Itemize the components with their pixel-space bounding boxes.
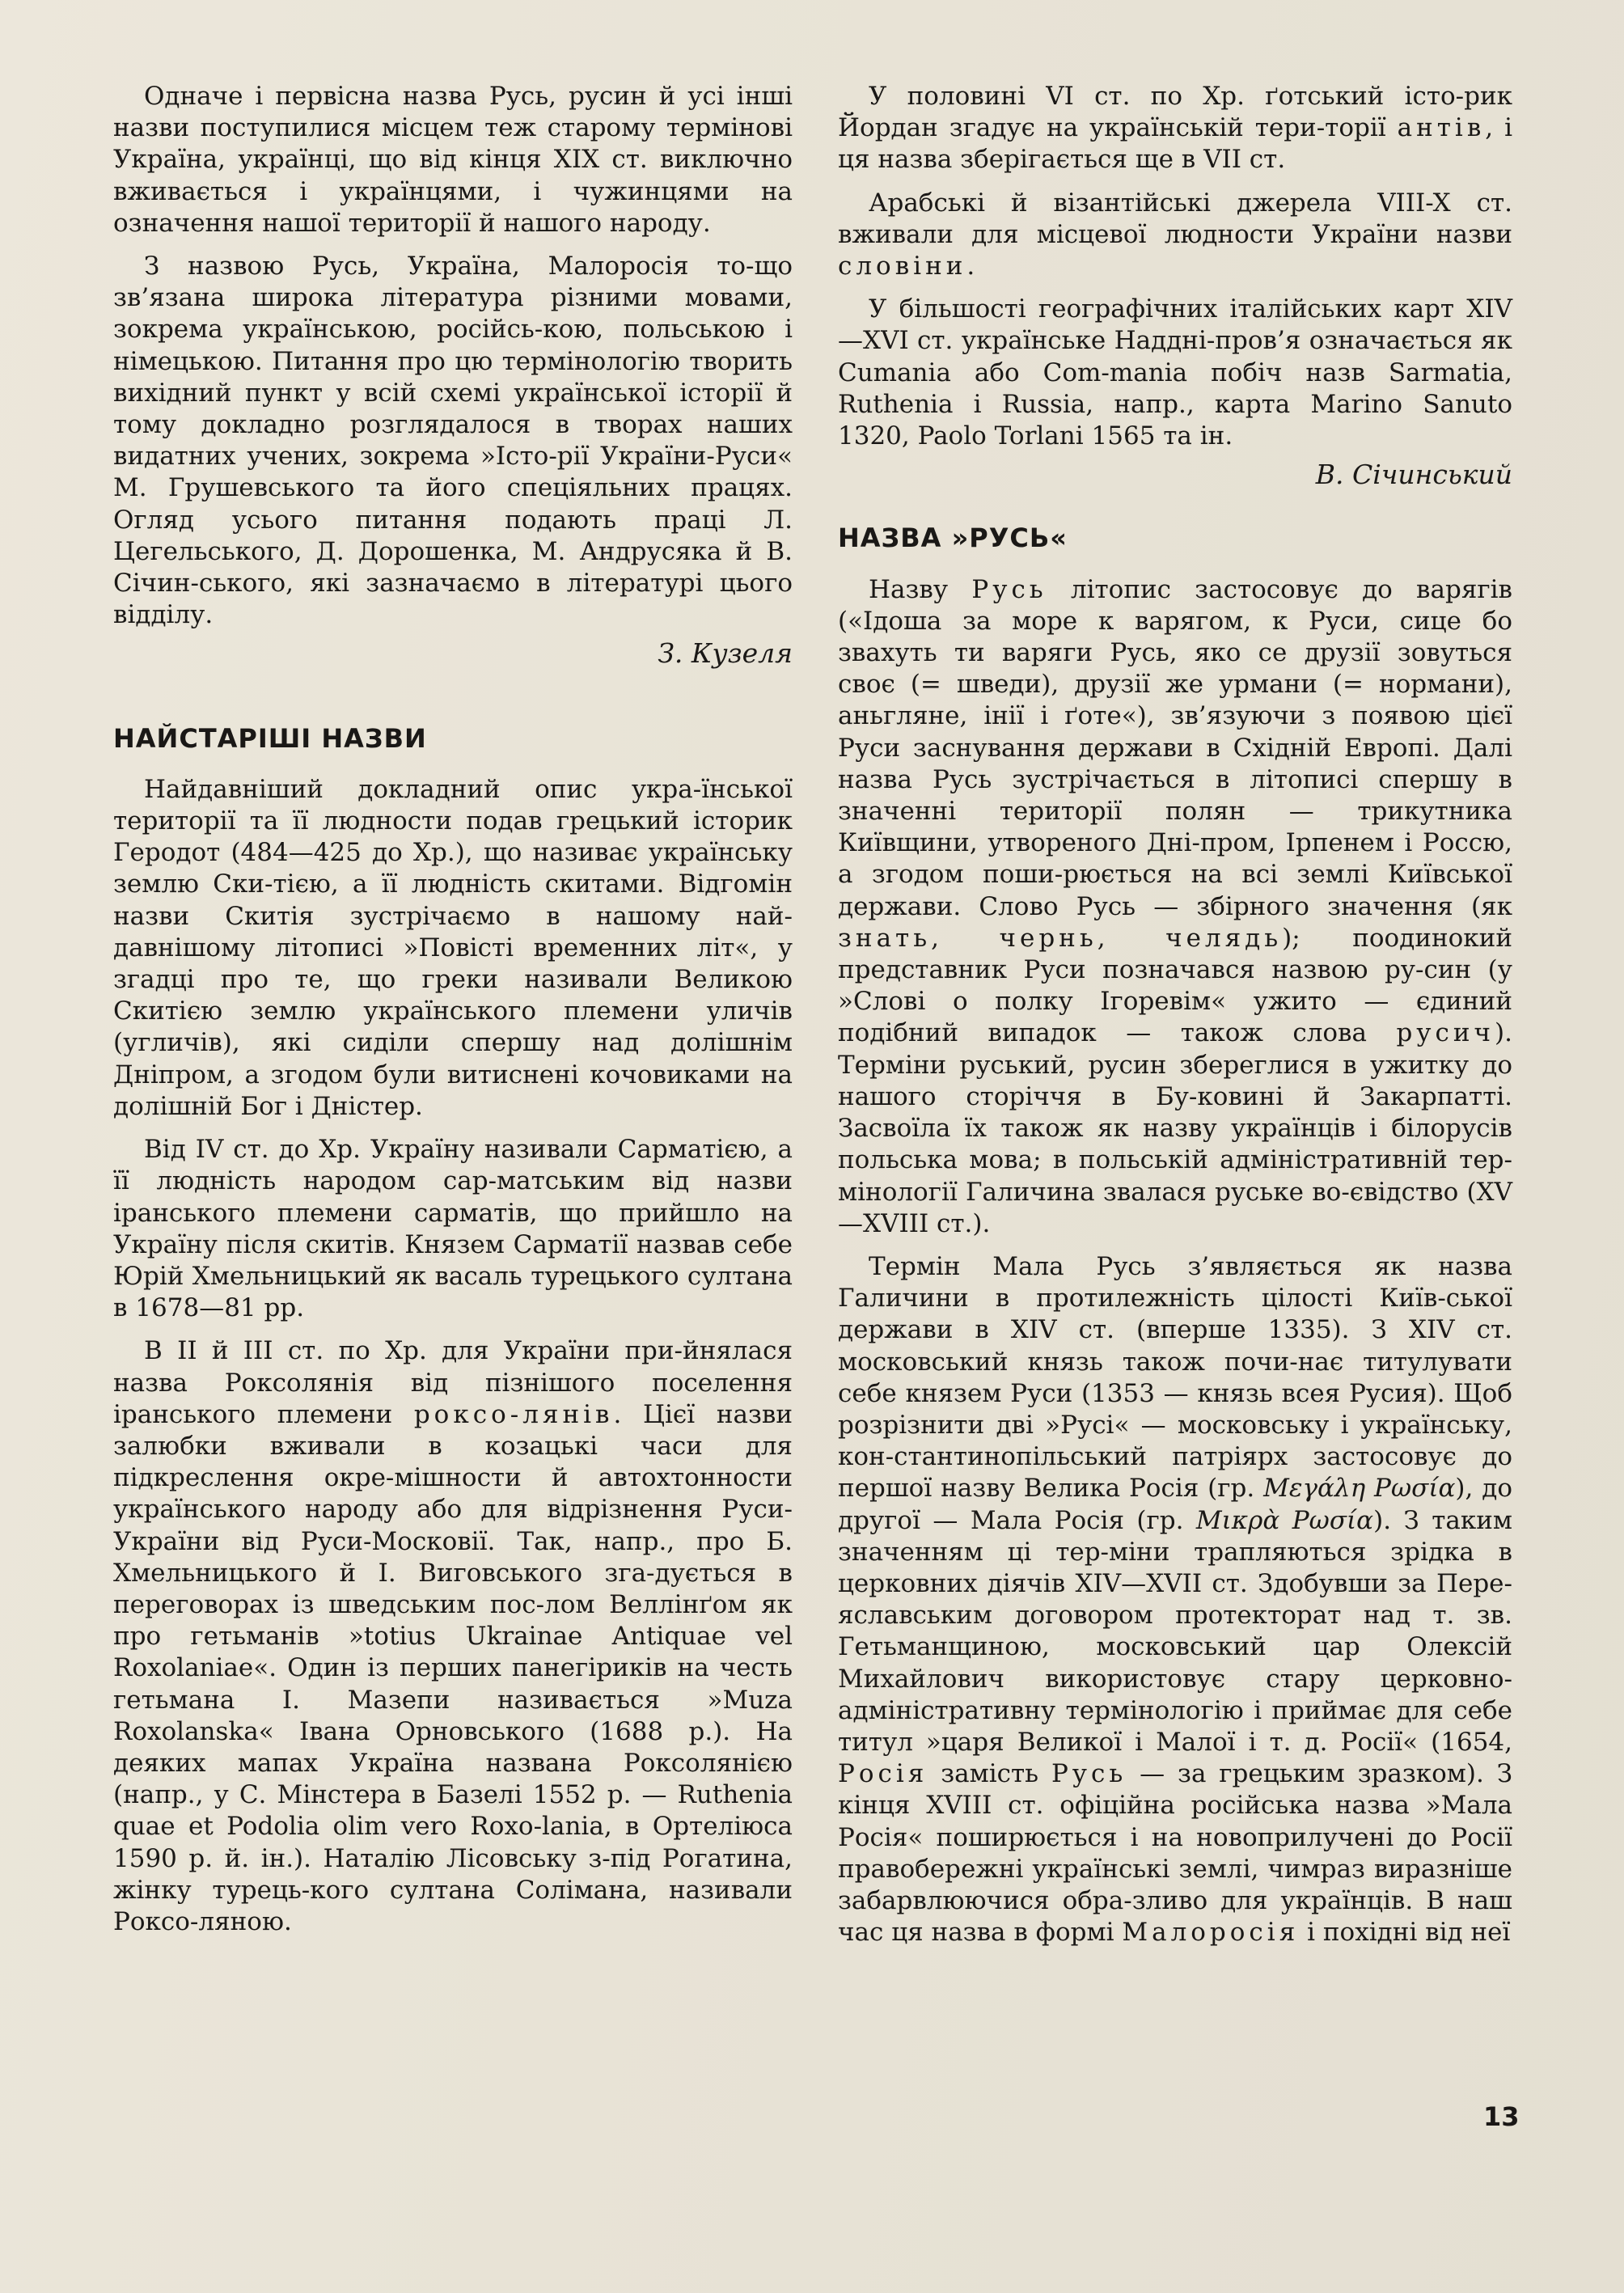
- left-column: [113, 81, 793, 1949]
- text-run: Арабські й візантійські джерела VIII-X ст. вживали для місцевої людности України назви: [838, 188, 1512, 249]
- paragraph: [838, 1251, 1512, 1948]
- greek-term: Μεγάλη Ρωσία: [1263, 1474, 1456, 1504]
- text-run: замість: [928, 1759, 1051, 1789]
- spaced-emphasis: Росія: [838, 1759, 928, 1789]
- text-run: У половині VI ст. по Хр. ґотський істо-рик Йордан згадує на українській тери-торії: [838, 82, 1512, 143]
- text-run: — за грецьким зразком). З кінця XVIII ст. офіційна російська назва »Мала Росія« поширюється і на новоприлучені до Росії правобережні українські землі, чимраз виразніше забарвлюючися обра-зливо для українців. В наш час ця назва в формі: [838, 1759, 1513, 1948]
- spaced-emphasis: антів: [1397, 113, 1486, 143]
- section-heading: НАЙСТАРІШІ НАЗВИ: [113, 722, 427, 754]
- text-run: Термін Мала Русь з’являється як назва Галичини в протилежність цілості Київ-ської держави в XIV ст. (вперше 1335). З XIV ст. московський князь також почи-нає титулувати себе князем Руси (1353 — князь всея Русия). Щоб розрізнити дві »Русі« — московську і українську, кон-стантинопільський патріярх застосовує до першої назву Велика Росія (гр.: [838, 1251, 1512, 1504]
- spaced-emphasis: словіни: [838, 252, 967, 281]
- paragraph: Найдавніший докладний опис укра-їнської території та її людности подав грецький історик Геродот (484—425 до Хр.), що називає українську землю Ски-тією, а її людність скитами. Відгомін назви Скитія зустрічаємо в нашому най-давнішому літописі »Повісті временних літ«, у згадці про те, що греки називали Великою Скитією землю українського племени уличів (угличів), які сиділи спершу над долішнім Дніпром, а згодом були витиснені кочовиками на долішній Бог і Дністер.: [113, 774, 793, 1121]
- right-column: [838, 81, 1512, 1960]
- text-run: літопис застосовує до варягів («Ідоша за море к варягом, к Руси, сице бо звахуть ти варяги Русь, яко се друзії зовуться своє (= шведи), друзії же урмани (= нормани), аньгляне, інії і ґоте«), зв’язуючи з появою цієї Руси заснування держави в Східній Европі. Далі назва Русь зустрічається в літописі спершу в значенні території полян — трикутника Київщини, утвореного Дні-пром, Ірпенем і Россю, а згодом поши-рюється на всі землі Київської держави. Слово Русь — збірного значення (як: [838, 574, 1512, 921]
- author-signature: В. Січинський: [1315, 459, 1512, 491]
- paragraph: У більшості географічних італійських карт XIV—XVI ст. українське Наддні-пров’я означається як Cumania або Com-mania побіч назв Sarmatia, Ruthenia і Russia, напр., карта Marino Sanuto 1320, Paolo Torlani 1565 та ін.: [838, 294, 1512, 451]
- text-run: ). З таким значенням ці тер-міни трапляються зрідка в церковних діячів XIV—XVII ст. Здобувши за Пере-яславським договором протекторат над т. зв. Гетьманщиною, московський цар Олексій Михайлович використовує стару церковно-адміністративну термінологію і приймає для себе титул »царя Великої і Малої і т. д. Росії« (1654,: [838, 1505, 1512, 1757]
- text-run: Назву: [869, 574, 972, 604]
- text-run: , і ця назва зберігається ще в VII ст.: [838, 113, 1512, 175]
- text-run: ); поодинокий представник Руси позначався назвою ру-син (у »Слові о полку Ігоревім« ужито — єдиний подібний випадок — також слова: [838, 923, 1512, 1048]
- spaced-emphasis: роксо-лянів: [413, 1399, 614, 1429]
- spaced-emphasis: Русь: [971, 574, 1047, 604]
- paragraph: З назвою Русь, Україна, Малоросія то-що зв’язана широка література різними мовами, зокрема українською, російсь-кою, польською і німецькою. Питання про цю термінологію творить вихідний пункт у всій схемі української історії й тому докладно розглядалося в творах наших видатних учених, зокрема »Істо-рії України-Руси« М. Грушевського та його спеціяльних працях. Огляд усього питання подають праці Л. Цегельського, Д. Дорошенка, М. Андрусяка й В. Січин-ського, які зазначаємо в літературі цього відділу.: [113, 252, 793, 630]
- text-run: В II й III ст. по Хр. для України при-йнялася назва Роксолянія від пізнішого поселення іранського племени: [113, 1336, 793, 1429]
- page-number: 13: [1483, 2101, 1520, 2132]
- spaced-emphasis: знать, чернь, челядь: [838, 923, 1283, 953]
- paragraph: [838, 188, 1512, 283]
- greek-term: Μικρὰ Ρωσία: [1195, 1505, 1374, 1535]
- text-run: і похідні від неї: [1299, 1918, 1511, 1948]
- paragraph: Одначе і первісна назва Русь, русин й усі інші назви поступилися місцем теж старому термінові Україна, українці, що від кінця XIX ст. виключно вживається і українцями, і чужинцями на означення нашої території й нашого народу.: [113, 82, 793, 238]
- text-run: ). Терміни руський, русин збереглися в ужитку до нашого сторіччя в Бу-ковині й Закарпатті. Засвоїла їх також як назву українців і білорусів польська мова; в польській адміністративній тер-мінології Галичина звалася руське во-євідство (XV—XVIII ст.).: [838, 1018, 1512, 1238]
- spaced-emphasis: Русь: [1051, 1759, 1127, 1789]
- paragraph: Від IV ст. до Хр. Україну називали Сарматією, а її людність народом сар-матським від назви іранського племени сарматів, що прийшло на Україну після скитів. Князем Сарматії назвав себе Юрій Хмельницький як васаль турецького султана в 1678—81 рр.: [113, 1135, 793, 1323]
- section-heading: НАЗВА »РУСЬ«: [838, 522, 1068, 554]
- paragraph: [838, 81, 1512, 176]
- author-signature: З. Кузеля: [658, 637, 793, 670]
- spaced-emphasis: русич: [1396, 1018, 1495, 1048]
- text-run: .: [966, 252, 975, 281]
- paragraph: [838, 574, 1512, 1240]
- paragraph: [113, 1335, 793, 1938]
- text-run: ), до другої — Мала Росія (гр.: [838, 1474, 1512, 1535]
- text-run: . Цієї назви залюбки вживали в козацькі часи для підкреслення окре-мішности й автохтонности українського народу або для відрізнення Руси-України від Руси-Московії. Так, напр., про Б. Хмельницького й І. Виговського зга-дується в переговорах із шведським пос-лом Веллінґом як про гетьманів »totius Ukrainae Antiquae vel Roxolaniae«. Один із перших панегіриків на честь гетьмана І. Мазепи називається »Muza Roxolanska« Івана Орновського (1688 р.). На деяких мапах Україна названа Роксолянією (напр., у С. Мінстера в Базелі 1552 р. — Ruthenia quae et Podolia olim vero Roxo-lania, в Ортеліюса 1590 р. й. ін.). Наталію Лісовську з-під Рогатина, жінку турець-кого султана Солімана, називали Роксо-ляною.: [113, 1399, 793, 1936]
- spaced-emphasis: Малоросія: [1122, 1918, 1300, 1948]
